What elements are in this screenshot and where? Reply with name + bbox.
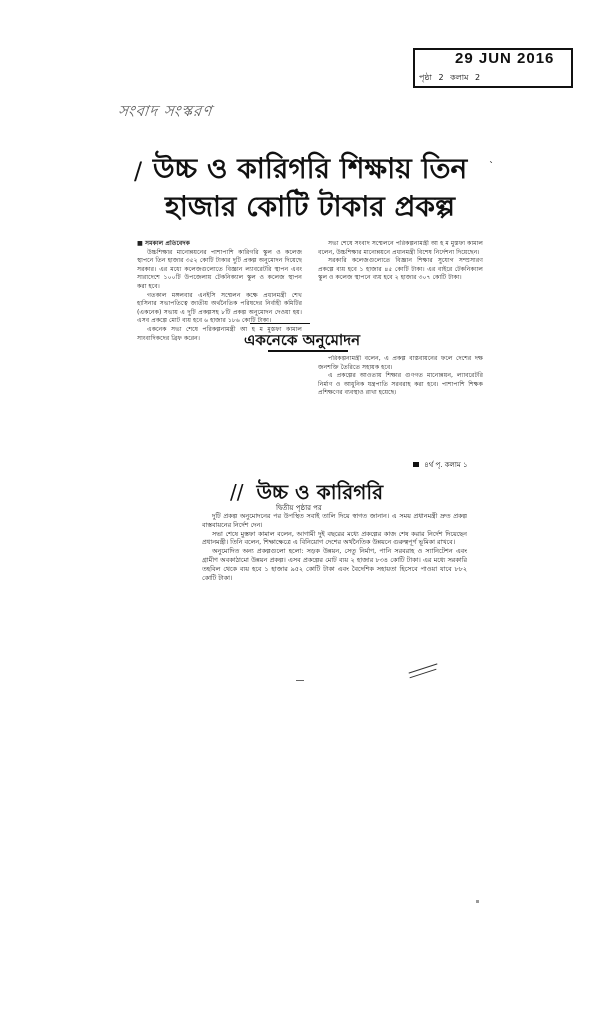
newspaper-masthead: সংবাদ সংস্করণ <box>117 102 214 120</box>
end-mark <box>296 680 304 681</box>
continuation-ref-text: ৪র্থ পৃ. কলাম ১ <box>424 461 468 469</box>
pen-mark-icon: // <box>230 480 244 504</box>
paragraph: একনেক সভা শেষে পরিকল্পনামন্ত্রী আ হ ম মুস্তফা কামাল সাংবাদিকদের ব্রিফ করেন। <box>137 325 302 342</box>
continuation-heading-text: উচ্চ ও কারিগরি <box>256 480 384 504</box>
paragraph: সভা শেষে মুস্তফা কামাল বলেন, আগামী দুই বছরের মধ্যে প্রকল্পের কাজ শেষ করার নির্দেশ দিয়েছেন প্রধানমন্ত্রী। তিনি বলেন, শিক্ষাক্ষেত্রে এ বিনিয়োগ দেশের অর্থনৈতিক উন্নয়নে গুরুত্বপূর্ণ ভূমিকা রাখবে। <box>202 529 467 547</box>
paragraph: পরিকল্পনামন্ত্রী বলেন, এ প্রকল্প বাস্তবায়নের ফলে দেশের দক্ষ জনশক্তি তৈরিতে সহায়ক হবে। <box>318 355 483 371</box>
continuation-body <box>202 512 467 672</box>
paragraph: উচ্চশিক্ষার মানোন্নয়নের পাশাপাশি কারিগরি স্কুল ও কলেজ স্থাপনে তিন হাজার ৩৫২ কোটি টাকার দুটি প্রকল্প অনুমোদন দিয়েছে সরকার। এর মধ্যে কলেজগুলোতে বিজ্ঞান ল্যাবরেটরি স্থাপন এবং সারাদেশে ১০০টি উপজেলায় টেকনিক্যাল স্কুল ও কলেজ স্থাপন করা হবে। <box>137 248 302 290</box>
stamp-page-value: 2 <box>438 73 444 82</box>
stamp-date: 29 JUN 2016 <box>455 50 555 67</box>
article-column-2-lower <box>318 355 483 455</box>
continued-from-label: দ্বিতীয় পৃষ্ঠার পর <box>276 504 322 512</box>
stamp-page-label: পৃষ্ঠা <box>419 73 432 82</box>
byline: ■ সমকাল প্রতিবেদক <box>137 240 190 247</box>
headline-line-1: উচ্চ ও কারিগরি শিক্ষায় তিন <box>152 152 468 185</box>
continuation-reference <box>413 459 468 471</box>
paragraph: সরকারি কলেজগুলোতে বিজ্ঞান শিক্ষার সুযোগ সম্প্রসারণ প্রকল্পে ব্যয় হবে ১ হাজার ৪৫ কোটি টাকা। এর বাইরে টেকনিক্যাল স্কুল ও কলেজ স্থাপনে ব্যয় হবে ২ হাজার ৩০৭ কোটি টাকা। <box>318 257 483 282</box>
article-subhead: একনেকে অনুমোদন <box>244 331 361 349</box>
stamp-page-column-row <box>419 72 484 85</box>
date-stamp <box>413 48 573 88</box>
divider <box>250 323 310 324</box>
paragraph: গতকাল মঙ্গলবার এনইসি সম্মেলন কক্ষে প্রধানমন্ত্রী শেখ হাসিনার সভাপতিত্বে জাতীয় অর্থনৈতিক পরিষদের নির্বাহী কমিটির (একনেক) সভায় এ দুটি প্রকল্পসহ ৮টি প্রকল্প অনুমোদন দেওয়া হয়। এসব প্রকল্পে মোট ব্যয় হবে ৬ হাজার ১৮৬ কোটি টাকা। <box>137 291 302 325</box>
bullet-square-icon <box>413 462 419 467</box>
paragraph: অনুমোদিত অন্য প্রকল্পগুলো হলো: সড়ক উন্নয়ন, সেতু নির্মাণ, পানি সরবরাহ ও স্যানিটেশন এবং গ্রামীণ অবকাঠামো উন্নয়ন প্রকল্প। এসব প্রকল্পের মোট ব্যয় ২ হাজার ৮৩৪ কোটি টাকা। এর মধ্যে সরকারি তহবিল থেকে ব্যয় হবে ১ হাজার ৯৫২ কোটি টাকা এবং বৈদেশিক সহায়তা হিসেবে পাওয়া যাবে ৮৮২ কোটি টাকা। <box>202 547 467 582</box>
headline-line-2: হাজার কোটি টাকার প্রকল্প <box>165 190 455 223</box>
pen-tick-icon: ˋ <box>489 161 494 172</box>
article-column-2 <box>318 240 483 330</box>
paragraph: সভা শেষে সংবাদ সম্মেলনে পরিকল্পনামন্ত্রী আ হ ম মুস্তফা কামাল বলেন, উচ্চশিক্ষার মানোন্নয়নে প্রধানমন্ত্রী বিশেষ নির্দেশনা দিয়েছেন। <box>318 240 483 256</box>
pen-mark-icon: / <box>134 157 143 185</box>
scan-speck <box>476 900 479 903</box>
paragraph: দুটি প্রকল্প অনুমোদনের পর উপস্থিত সবাই তালি দিয়ে স্বাগত জানান। এ সময় প্রধানমন্ত্রী দ্রুত প্রকল্প বাস্তবায়নের নির্দেশ দেন। <box>202 512 467 529</box>
stamp-column-value: 2 <box>475 73 481 82</box>
stamp-column-label: কলাম <box>450 73 469 82</box>
paragraph: এ প্রকল্পের আওতায় শিক্ষার গুণগত মানোন্নয়ন, ল্যাবরেটরি নির্মাণ ও আধুনিক যন্ত্রপাতি সরবরাহ করা হবে। পাশাপাশি শিক্ষক প্রশিক্ষণের ব্যবস্থাও রাখা হয়েছে। <box>318 372 483 397</box>
article-headline <box>130 150 490 226</box>
subhead-underline <box>268 350 348 352</box>
